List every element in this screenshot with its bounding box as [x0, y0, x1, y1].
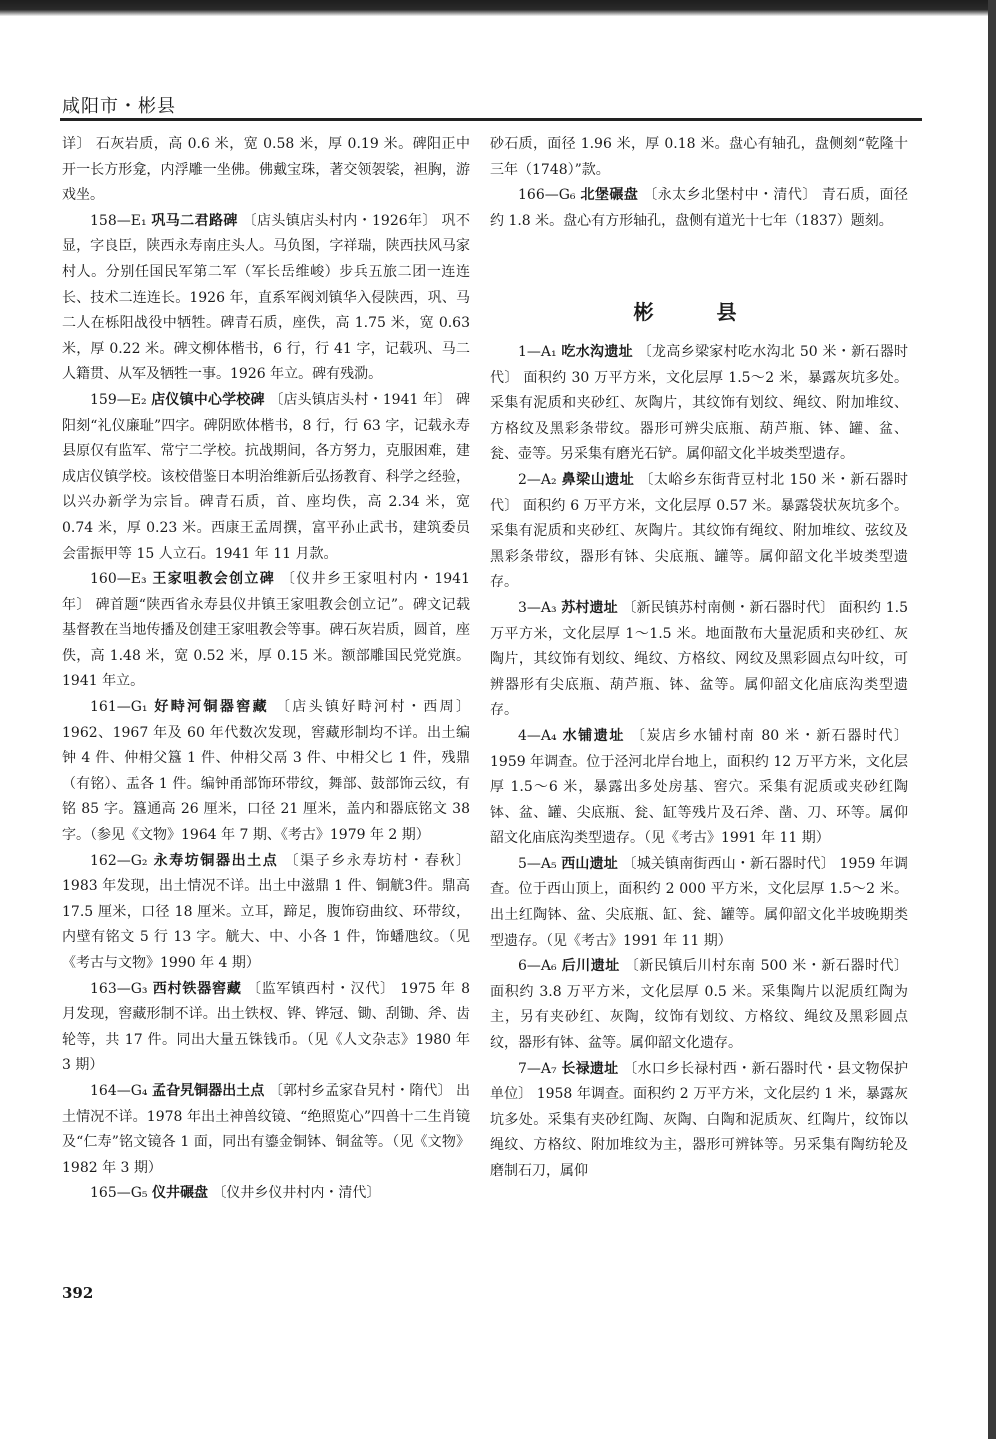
- entry-title: 店仪镇中心学校碑: [151, 391, 265, 408]
- entry-id: 160—E₃: [90, 571, 147, 588]
- entry-body: 〔新民镇苏村南侧・新石器时代〕 面积约 1.5 万平方米，文化层厚 1～1.5 米。地面散布大量泥质和夹砂红、灰陶片，其纹饰有划纹、绳纹、方格纹、网纹及黑彩圆点勾叶纹，可辨器形有尖底瓶、葫芦瓶、钵、盆等。属仰韶文化庙底沟类型遗存。: [490, 599, 909, 719]
- entry-continuation: 砂石质，面径 1.96 米，厚 0.18 米。盘心有轴孔，盘侧刻“乾隆十三年（1748）”款。: [490, 136, 908, 178]
- entry-title: 后川遗址: [561, 958, 620, 975]
- entry-title: 水铺遗址: [562, 727, 625, 744]
- header-rule: [60, 118, 922, 121]
- entry-body: 〔太峪乡东街背豆村北 150 米・新石器时代〕 面积约 6 万平方米，文化层厚 0.57 米。暴露袋状灰坑多个。采集有泥质和夹砂红、灰陶片。其纹饰有绳纹、附加堆纹、弦纹及黑彩条带纹，器形有钵、尖底瓶、罐等。属仰韶文化半坡类型遗存。: [490, 471, 909, 591]
- entry-a2: [490, 468, 908, 596]
- right-column-bottom: [490, 340, 908, 1185]
- entry-a3: [490, 596, 908, 724]
- section-title: 彬 县: [633, 300, 765, 324]
- entry-body: 〔仪井乡仪井村内・清代〕: [212, 1185, 381, 1202]
- entry-id: 165—G₅: [90, 1185, 148, 1202]
- entry-title: 永寿坊铜器出土点: [153, 852, 279, 869]
- scan-border-top: [0, 0, 996, 16]
- entry-title: 孟旮旯铜器出土点: [152, 1082, 265, 1099]
- entry-title: 好畤河铜器窖藏: [154, 699, 270, 716]
- entry-body: 〔店头镇店头村内・1926年〕 巩不显，字良臣，陕西永寿南庄头人。马负图，字祥瑞，陕西扶风马家村人。分别任国民军第二军（军长岳维峻）步兵五旅二团一连连长、技术二连连长。1926 年，直系军阀刘镇华入侵陕西，巩、马二人在栎阳战役中牺牲。碑青石质，座佚，高 1.75 米，宽 0.63 米，厚 0.22 米。碑文柳体楷书，6 行，行 41 字，记载巩、马二人籍贯、从军及牺牲一事。1926 年立。碑有残泐。: [62, 212, 471, 383]
- entry-id: 2—A₂: [518, 471, 557, 488]
- left-column: [62, 132, 470, 1207]
- page-number: 392: [62, 1284, 94, 1302]
- entry-id: 1—A₁: [518, 344, 557, 360]
- entry-body: 〔炭店乡水铺村南 80 米・新石器时代〕 1959 年调查。位于泾河北岸台地上，面积约 12 万平方米，文化层厚 1.5～6 米，暴露出多处房基、窖穴。采集有泥质或夹砂红陶钵、盆、罐、尖底瓶、瓮、缸等残片及石斧、凿、刀、环等。属仰韶文化庙底沟类型遗存。（见《考古》1991 年 11 期）: [490, 727, 909, 847]
- entry-a1: [490, 340, 908, 468]
- entry-161: [62, 695, 470, 849]
- entry-body: 〔龙高乡梁家村吃水沟北 50 米・新石器时代〕 面积约 30 万平方米，文化层厚 1.5～2 米，暴露灰坑多处。采集有泥质和夹砂红、灰陶片，其纹饰有划纹、绳纹、附加堆纹、方格纹及黑彩条带纹。器形可辨尖底瓶、葫芦瓶、钵、罐、盆、瓮、壶等。另采集有磨光石铲。属仰韶文化半坡类型遗存。: [490, 344, 909, 463]
- entry-body: 〔郭村乡孟家旮旯村・隋代〕 出土情况不详。1978 年出土神兽纹镜、“绝照览心”四兽十二生肖镜及“仁寿”铭文镜各 1 面，同出有鎏金铜钵、铜盆等。（见《文物》1982 年 3 期）: [62, 1082, 471, 1176]
- entry-title: 西山遗址: [561, 855, 618, 872]
- entry-id: 5—A₅: [518, 855, 557, 872]
- entry-166: [490, 183, 908, 234]
- entry-title: 吃水沟遗址: [561, 344, 633, 360]
- entry-title: 巩马二君路碑: [151, 212, 238, 229]
- entry-id: 161—G₁: [90, 699, 148, 716]
- entry-body: 〔监军镇西村・汉代〕 1975 年 8 月发现，窖藏形制不详。出土铁杈、铧、铧冠、锄、刮锄、斧、齿轮等，共 17 件。同出大量五铢钱币。（见《人文杂志》1980 年 3 期）: [62, 980, 471, 1074]
- entry-164: [62, 1079, 470, 1181]
- entry-body: 〔店头镇好畤河村・西周〕 1962、1967 年及 60 年代数次发现，窖藏形制均不详。出土编钟 4 件、仲枏父簋 1 件、仲枏父鬲 3 件、中枏父匕 1 件，残鼎（有铭）、盂各 1 件。编钟甬部饰环带纹，舞部、鼓部饰云纹，有铭 85 字。簋通高 26 厘米，口径 21 厘米，盖内和器底铭文 38 字。（参见《文物》1964 年 7 期、《考古》1979 年 2 期）: [62, 699, 471, 844]
- entry-title: 苏村遗址: [561, 599, 618, 616]
- entry-160: [62, 567, 470, 695]
- entry-body: 〔永太乡北堡村中・清代〕 青石质，面径约 1.8 米。盘心有方形轴孔，盘侧有道光十七年（1837）题刻。: [490, 187, 909, 229]
- entry-title: 西村铁器窖藏: [152, 980, 242, 997]
- entry-body: 〔渠子乡永寿坊村・春秋〕 1983 年发现，出土情况不详。出土中滋鼎 1 件、铜觥3件。鼎高 17.5 厘米，口径 18 厘米。立耳，蹄足，腹饰窃曲纹、环带纹，内壁有铭文 5 行 13 字。觥大、中、小各 1 件，饰蟠虺纹。（见《考古与文物》1990 年 4 期）: [62, 852, 471, 971]
- entry-159: [62, 388, 470, 567]
- entry-id: 6—A₆: [518, 958, 557, 975]
- running-header: 咸阳市・彬县: [62, 96, 176, 117]
- entry-body: 〔城关镇南街西山・新石器时代〕 1959 年调查。位于西山顶上，面积约 2 000 平方米，文化层厚 1.5～2 米。出土红陶钵、盆、尖底瓶、缸、瓮、罐等。属仰韶文化半坡晚期类型遗存。（见《考古》1991 年 11 期）: [490, 855, 909, 949]
- entry-body: 〔店头镇店头村・1941 年〕 碑阳刻“礼仪廉耻”四字。碑阴欧体楷书，8 行，行 63 字，记载永寿县原仅有监军、常宁二学校。抗战期间，各方努力，克服困难，建成店仪镇学校。该校借鉴日本明治维新后弘扬教育、科学之经验，以兴办新学为宗旨。碑青石质，首、座均佚，高 2.34 米，宽 0.74 米，厚 0.23 米。西康王孟周撰，富平孙止武书，建筑委员会雷振甲等 15 人立石。1941 年 11 月款。: [62, 391, 471, 562]
- entry-id: 162—G₂: [90, 852, 148, 869]
- entry-162: [62, 849, 470, 977]
- entry-title: 长禄遗址: [561, 1060, 619, 1077]
- entry-body: 〔水口乡长禄村西・新石器时代・县文物保护单位〕 1958 年调查。面积约 2 万平方米，文化层约 1 米，暴露灰坑多处。采集有夹砂红陶、灰陶、白陶和泥质灰、红陶片，纹饰以绳纹、方格纹、附加堆纹为主，器形可辨钵等。另采集有陶纺轮及磨制石刀，属仰: [490, 1060, 909, 1179]
- entry-a4: [490, 724, 908, 852]
- entry-id: 163—G₃: [90, 980, 148, 997]
- entry-id: 4—A₄: [518, 727, 557, 744]
- scan-border-right: [988, 0, 996, 1439]
- entry-id: 159—E₂: [90, 391, 147, 408]
- entry-continuation: 详〕 石灰岩质，高 0.6 米，宽 0.58 米，厚 0.19 米。碑阳正中开一长方形龛，内浮雕一坐佛。佛戴宝珠，著交领袈裟，袒胸，游戏坐。: [62, 136, 470, 204]
- entry-163: [62, 977, 470, 1079]
- entry-a6: [490, 954, 908, 1056]
- entry-158: [62, 209, 470, 388]
- right-column-top: [490, 132, 908, 234]
- entry-a7: [490, 1057, 908, 1185]
- entry-id: 166—G₆: [518, 187, 576, 204]
- entry-id: 3—A₃: [518, 599, 557, 616]
- entry-id: 7—A₇: [518, 1060, 557, 1077]
- entry-body: 〔仪井乡王家咀村内・1941 年〕 碑首题“陕西省永寿县仪井镇王家咀教会创立记”。碑文记载基督教在当地传播及创建王家咀教会等事。碑石灰岩质，圆首，座佚，高 1.48 米，宽 0.52 米，厚 0.15 米。额部雕国民党党旗。1941 年立。: [62, 571, 470, 690]
- entry-a5: [490, 852, 908, 954]
- entry-title: 仪井碾盘: [151, 1185, 208, 1202]
- entry-id: 158—E₁: [90, 212, 147, 229]
- entry-id: 164—G₄: [90, 1082, 148, 1099]
- entry-title: 王家咀教会创立碑: [152, 571, 276, 588]
- entry-body: 〔新民镇后川村东南 500 米・新石器时代〕 面积约 3.8 万平方米，文化层厚 0.5 米。采集陶片以泥质红陶为主，另有夹砂红、灰陶，纹饰有划纹、方格纹、绳纹及黑彩圆点纹，器形有钵、盆等。属仰韶文化遗存。: [490, 958, 909, 1052]
- entry-title: 鼻梁山遗址: [561, 471, 635, 488]
- entry-165: [62, 1181, 470, 1207]
- entry-title: 北堡碾盘: [580, 187, 639, 204]
